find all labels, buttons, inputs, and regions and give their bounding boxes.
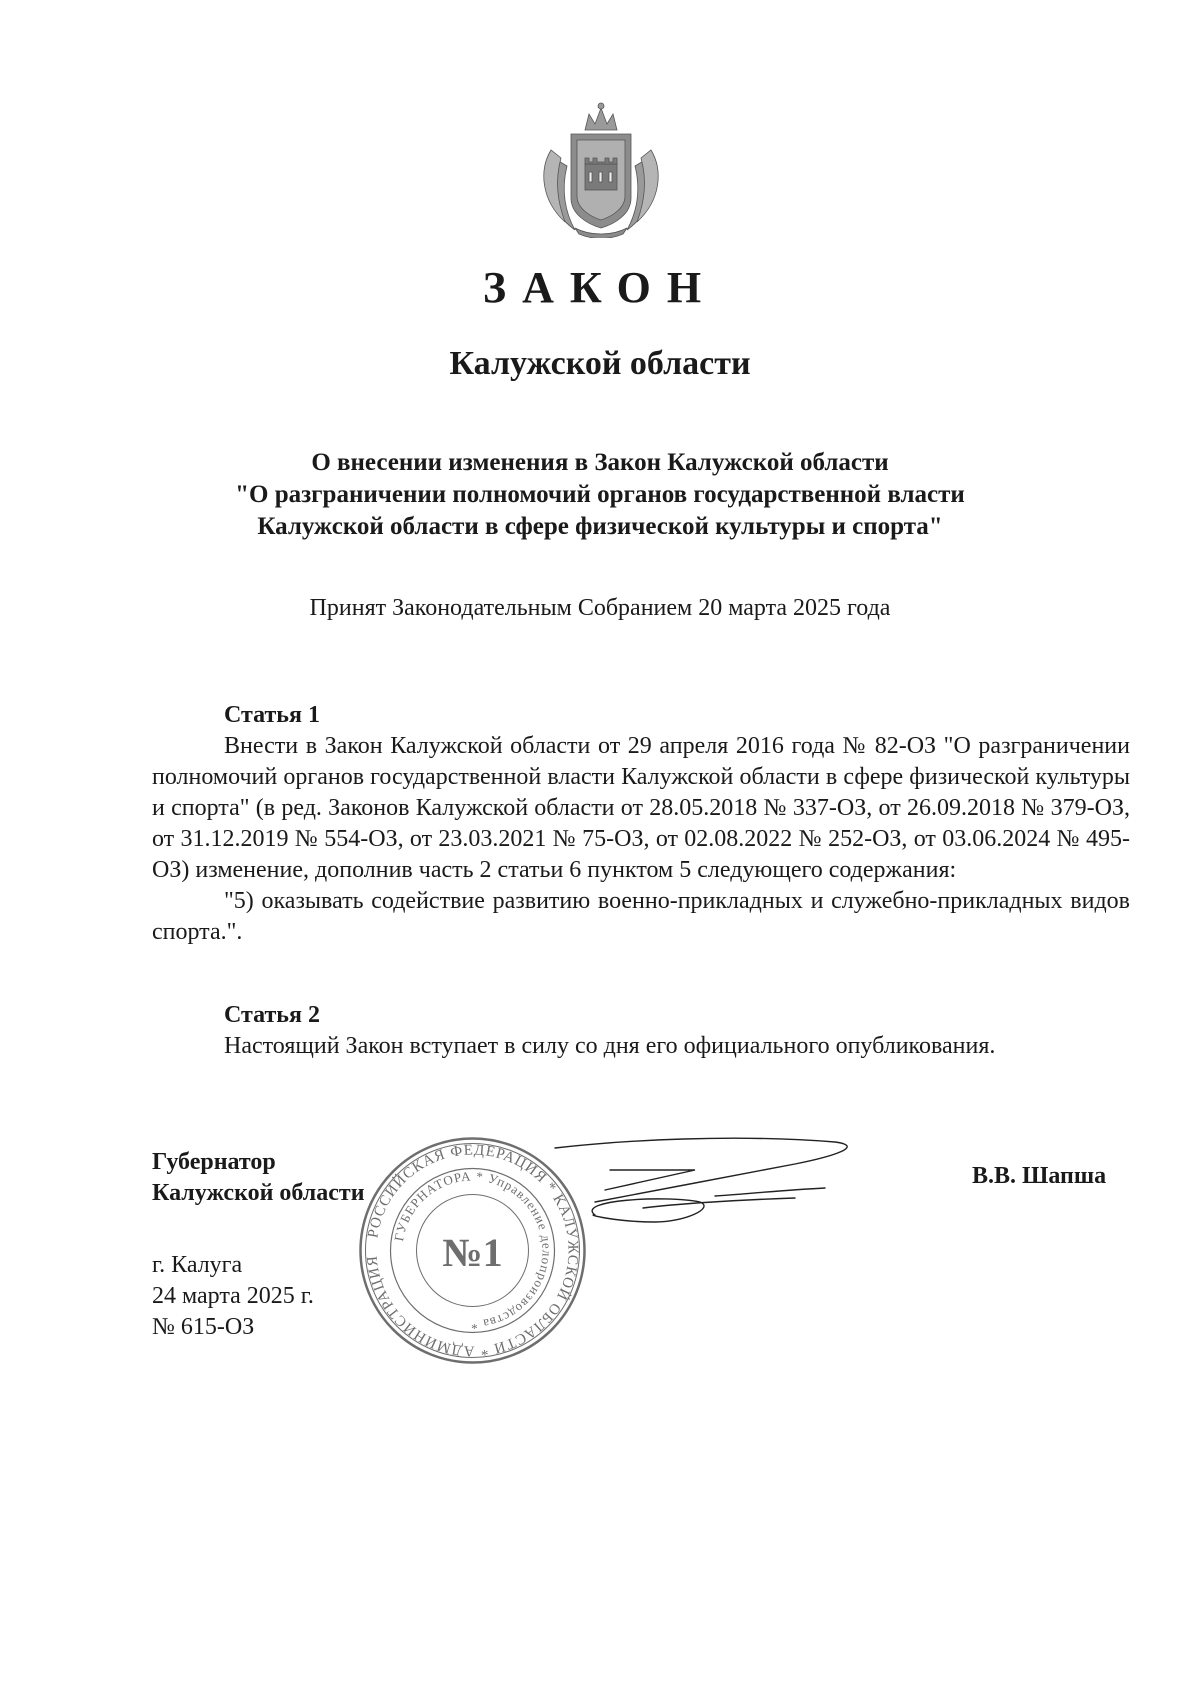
signatory-position [152, 1147, 365, 1209]
article-1-quote: "5) оказывать содействие развитию военно-прикладных и служебно-прикладных видов спорта.". [152, 888, 1130, 945]
adoption-note: Принят Законодательным Собранием 20 марта 2025 года [309, 595, 891, 621]
article-1 [152, 700, 1130, 948]
seal-inner-text: ГУБЕРНАТОРА * Управление делопроизводства * [391, 1168, 555, 1333]
seal-outer-text: РОССИЙСКАЯ ФЕДЕРАЦИЯ * КАЛУЖСКОЙ ОБЛАСТИ * АДМИНИСТРАЦИЯ [364, 1142, 581, 1359]
law-heading-line: О внесении изменения в Закон Калужской области [311, 449, 889, 476]
law-heading [0, 447, 1200, 543]
signatory-position-line: Калужской области [152, 1180, 365, 1206]
handwritten-signature-icon [535, 1130, 875, 1245]
document-title: ЗАКОН [482, 263, 718, 312]
signatory-position-line: Губернатор [152, 1149, 276, 1175]
article-2 [152, 1000, 1130, 1062]
article-1-title: Статья 1 [224, 702, 320, 728]
signing-date: 24 марта 2025 г. [152, 1283, 314, 1309]
coat-of-arms-icon [535, 100, 667, 238]
place-date-number [152, 1250, 314, 1343]
law-heading-line: "О разграничении полномочий органов государственной власти [235, 481, 965, 508]
city: г. Калуга [152, 1252, 243, 1278]
law-heading-line: Калужской области в сфере физической культуры и спорта" [257, 513, 943, 540]
article-2-title: Статья 2 [224, 1002, 320, 1028]
article-1-paragraph: Внести в Закон Калужской области от 29 апреля 2016 года № 82-ОЗ "О разграничении полномочий органов государственной власти Калужской области в сфере физической культуры и спорта" (в ред. Законов Калужской области от 28.05.2018 № 337-ОЗ, от 26.09.2018 № 379-ОЗ, от 31.12.2019 № 554-ОЗ, от 23.03.2021 № 75-ОЗ, от 02.08.2022 № 252-ОЗ, от 03.06.2024 № 495-ОЗ) изменение, дополнив часть 2 статьи 6 пунктом 5 следующего содержания: [152, 733, 1130, 883]
signatory-name: В.В. Шапша [972, 1163, 1107, 1189]
seal-center-number: №1 [442, 1230, 503, 1275]
law-number: № 615-ОЗ [152, 1314, 255, 1340]
article-2-paragraph: Настоящий Закон вступает в силу со дня его официального опубликования. [224, 1033, 996, 1059]
document-subtitle: Калужской области [449, 345, 751, 382]
